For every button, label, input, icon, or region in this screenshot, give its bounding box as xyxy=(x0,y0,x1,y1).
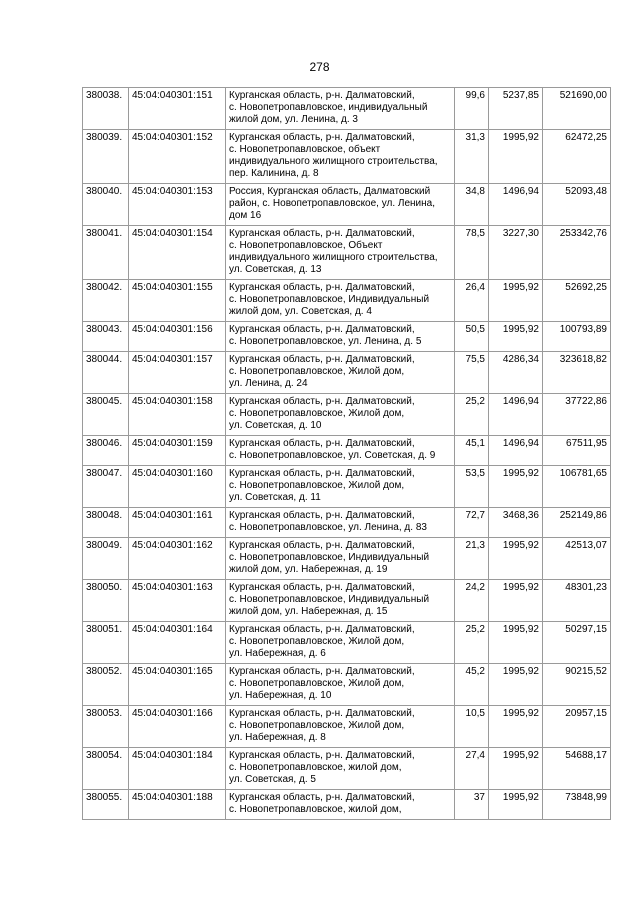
rate-cell: 1995,92 xyxy=(489,790,543,820)
area-cell: 50,5 xyxy=(455,322,489,352)
page-number: 278 xyxy=(309,60,330,74)
cadastral-number-cell: 45:04:040301:162 xyxy=(129,538,226,580)
rate-cell: 1995,92 xyxy=(489,706,543,748)
table-row xyxy=(83,790,611,820)
cadastral-value-cell: 73848,99 xyxy=(543,790,611,820)
area-cell: 25,2 xyxy=(455,394,489,436)
cadastral-value-cell: 54688,17 xyxy=(543,748,611,790)
row-number-cell: 380055. xyxy=(83,790,129,820)
address-cell: Курганская область, р-н. Далматовский, с. Новопетропавловское, Жилой дом, ул. Советская, д. 10 xyxy=(226,394,455,436)
cadastral-value-cell: 252149,86 xyxy=(543,508,611,538)
address-cell: Курганская область, р-н. Далматовский, с. Новопетропавловское, Индивидуальный жилой дом, ул. Набережная, д. 19 xyxy=(226,538,455,580)
row-number-cell: 380045. xyxy=(83,394,129,436)
area-cell: 75,5 xyxy=(455,352,489,394)
area-cell: 53,5 xyxy=(455,466,489,508)
cadastral-number-cell: 45:04:040301:160 xyxy=(129,466,226,508)
row-number-cell: 380038. xyxy=(83,88,129,130)
area-cell: 31,3 xyxy=(455,130,489,184)
cadastral-number-cell: 45:04:040301:161 xyxy=(129,508,226,538)
row-number-cell: 380054. xyxy=(83,748,129,790)
cadastral-number-cell: 45:04:040301:153 xyxy=(129,184,226,226)
table-row xyxy=(83,538,611,580)
area-cell: 10,5 xyxy=(455,706,489,748)
cadastral-value-cell: 323618,82 xyxy=(543,352,611,394)
cadastral-value-cell: 20957,15 xyxy=(543,706,611,748)
address-cell: Курганская область, р-н. Далматовский, с. Новопетропавловское, объект индивидуального жилищного строительства, пер. Калинина, д. 8 xyxy=(226,130,455,184)
row-number-cell: 380047. xyxy=(83,466,129,508)
table-row xyxy=(83,352,611,394)
table-row xyxy=(83,466,611,508)
rate-cell: 1995,92 xyxy=(489,280,543,322)
table-row xyxy=(83,322,611,352)
cadastral-value-cell: 67511,95 xyxy=(543,436,611,466)
cadastral-number-cell: 45:04:040301:184 xyxy=(129,748,226,790)
cadastral-number-cell: 45:04:040301:154 xyxy=(129,226,226,280)
address-cell: Курганская область, р-н. Далматовский, с. Новопетропавловское, Жилой дом, ул. Ленина, д. 24 xyxy=(226,352,455,394)
table-row xyxy=(83,226,611,280)
area-cell: 34,8 xyxy=(455,184,489,226)
address-cell: Курганская область, р-н. Далматовский, с. Новопетропавловское, жилой дом, ул. Советская, д. 5 xyxy=(226,748,455,790)
rate-cell: 1995,92 xyxy=(489,322,543,352)
rate-cell: 1995,92 xyxy=(489,580,543,622)
table-row xyxy=(83,184,611,226)
rate-cell: 1496,94 xyxy=(489,184,543,226)
table-row xyxy=(83,748,611,790)
address-cell: Курганская область, р-н. Далматовский, с. Новопетропавловское, Жилой дом, ул. Набережная, д. 8 xyxy=(226,706,455,748)
rate-cell: 1995,92 xyxy=(489,748,543,790)
cadastral-number-cell: 45:04:040301:166 xyxy=(129,706,226,748)
row-number-cell: 380042. xyxy=(83,280,129,322)
cadastral-number-cell: 45:04:040301:164 xyxy=(129,622,226,664)
cadastral-number-cell: 45:04:040301:159 xyxy=(129,436,226,466)
area-cell: 27,4 xyxy=(455,748,489,790)
table-row xyxy=(83,436,611,466)
address-cell: Курганская область, р-н. Далматовский, с. Новопетропавловское, Жилой дом, ул. Советская, д. 11 xyxy=(226,466,455,508)
address-cell: Курганская область, р-н. Далматовский, с. Новопетропавловское, Индивидуальный жилой дом, ул. Советская, д. 4 xyxy=(226,280,455,322)
cadastral-value-cell: 62472,25 xyxy=(543,130,611,184)
cadastral-number-cell: 45:04:040301:156 xyxy=(129,322,226,352)
area-cell: 21,3 xyxy=(455,538,489,580)
rate-cell: 1995,92 xyxy=(489,130,543,184)
address-cell: Курганская область, р-н. Далматовский, с. Новопетропавловское, индивидуальный жилой дом, ул. Ленина, д. 3 xyxy=(226,88,455,130)
address-cell: Курганская область, р-н. Далматовский, с. Новопетропавловское, ул. Ленина, д. 83 xyxy=(226,508,455,538)
row-number-cell: 380048. xyxy=(83,508,129,538)
row-number-cell: 380050. xyxy=(83,580,129,622)
address-cell: Курганская область, р-н. Далматовский, с. Новопетропавловское, ул. Советская, д. 9 xyxy=(226,436,455,466)
cadastral-number-cell: 45:04:040301:151 xyxy=(129,88,226,130)
row-number-cell: 380046. xyxy=(83,436,129,466)
address-cell: Курганская область, р-н. Далматовский, с. Новопетропавловское, Объект индивидуального жилищного строительства, ул. Советская, д. 13 xyxy=(226,226,455,280)
address-cell: Курганская область, р-н. Далматовский, с. Новопетропавловское, жилой дом, xyxy=(226,790,455,820)
address-cell: Курганская область, р-н. Далматовский, с. Новопетропавловское, Индивидуальный жилой дом, ул. Набережная, д. 15 xyxy=(226,580,455,622)
row-number-cell: 380044. xyxy=(83,352,129,394)
registry-body xyxy=(83,88,611,820)
cadastral-value-cell: 52692,25 xyxy=(543,280,611,322)
rate-cell: 1995,92 xyxy=(489,538,543,580)
cadastral-number-cell: 45:04:040301:157 xyxy=(129,352,226,394)
table-row xyxy=(83,394,611,436)
area-cell: 24,2 xyxy=(455,580,489,622)
table-row xyxy=(83,508,611,538)
rate-cell: 3227,30 xyxy=(489,226,543,280)
table-row xyxy=(83,706,611,748)
address-cell: Курганская область, р-н. Далматовский, с. Новопетропавловское, Жилой дом, ул. Набережная, д. 6 xyxy=(226,622,455,664)
cadastral-value-cell: 37722,86 xyxy=(543,394,611,436)
row-number-cell: 380049. xyxy=(83,538,129,580)
address-cell: Россия, Курганская область, Далматовский район, с. Новопетропавловское, ул. Ленина, дом 16 xyxy=(226,184,455,226)
row-number-cell: 380053. xyxy=(83,706,129,748)
registry-table xyxy=(82,87,611,820)
rate-cell: 1496,94 xyxy=(489,394,543,436)
table-row xyxy=(83,580,611,622)
area-cell: 78,5 xyxy=(455,226,489,280)
cadastral-value-cell: 48301,23 xyxy=(543,580,611,622)
rate-cell: 1995,92 xyxy=(489,466,543,508)
row-number-cell: 380043. xyxy=(83,322,129,352)
cadastral-number-cell: 45:04:040301:165 xyxy=(129,664,226,706)
address-cell: Курганская область, р-н. Далматовский, с. Новопетропавловское, ул. Ленина, д. 5 xyxy=(226,322,455,352)
cadastral-value-cell: 52093,48 xyxy=(543,184,611,226)
table-row xyxy=(83,130,611,184)
area-cell: 45,2 xyxy=(455,664,489,706)
rate-cell: 1995,92 xyxy=(489,622,543,664)
row-number-cell: 380052. xyxy=(83,664,129,706)
cadastral-value-cell: 100793,89 xyxy=(543,322,611,352)
area-cell: 26,4 xyxy=(455,280,489,322)
table-row xyxy=(83,622,611,664)
cadastral-value-cell: 50297,15 xyxy=(543,622,611,664)
cadastral-number-cell: 45:04:040301:158 xyxy=(129,394,226,436)
cadastral-number-cell: 45:04:040301:188 xyxy=(129,790,226,820)
cadastral-number-cell: 45:04:040301:152 xyxy=(129,130,226,184)
area-cell: 72,7 xyxy=(455,508,489,538)
row-number-cell: 380039. xyxy=(83,130,129,184)
area-cell: 25,2 xyxy=(455,622,489,664)
table-row xyxy=(83,664,611,706)
cadastral-number-cell: 45:04:040301:155 xyxy=(129,280,226,322)
address-cell: Курганская область, р-н. Далматовский, с. Новопетропавловское, Жилой дом, ул. Набережная, д. 10 xyxy=(226,664,455,706)
table-row xyxy=(83,280,611,322)
cadastral-value-cell: 106781,65 xyxy=(543,466,611,508)
cadastral-value-cell: 521690,00 xyxy=(543,88,611,130)
area-cell: 99,6 xyxy=(455,88,489,130)
area-cell: 37 xyxy=(455,790,489,820)
rate-cell: 5237,85 xyxy=(489,88,543,130)
rate-cell: 4286,34 xyxy=(489,352,543,394)
row-number-cell: 380051. xyxy=(83,622,129,664)
rate-cell: 1995,92 xyxy=(489,664,543,706)
table-row xyxy=(83,88,611,130)
cadastral-value-cell: 90215,52 xyxy=(543,664,611,706)
rate-cell: 3468,36 xyxy=(489,508,543,538)
cadastral-value-cell: 42513,07 xyxy=(543,538,611,580)
row-number-cell: 380040. xyxy=(83,184,129,226)
area-cell: 45,1 xyxy=(455,436,489,466)
row-number-cell: 380041. xyxy=(83,226,129,280)
cadastral-number-cell: 45:04:040301:163 xyxy=(129,580,226,622)
cadastral-value-cell: 253342,76 xyxy=(543,226,611,280)
rate-cell: 1496,94 xyxy=(489,436,543,466)
